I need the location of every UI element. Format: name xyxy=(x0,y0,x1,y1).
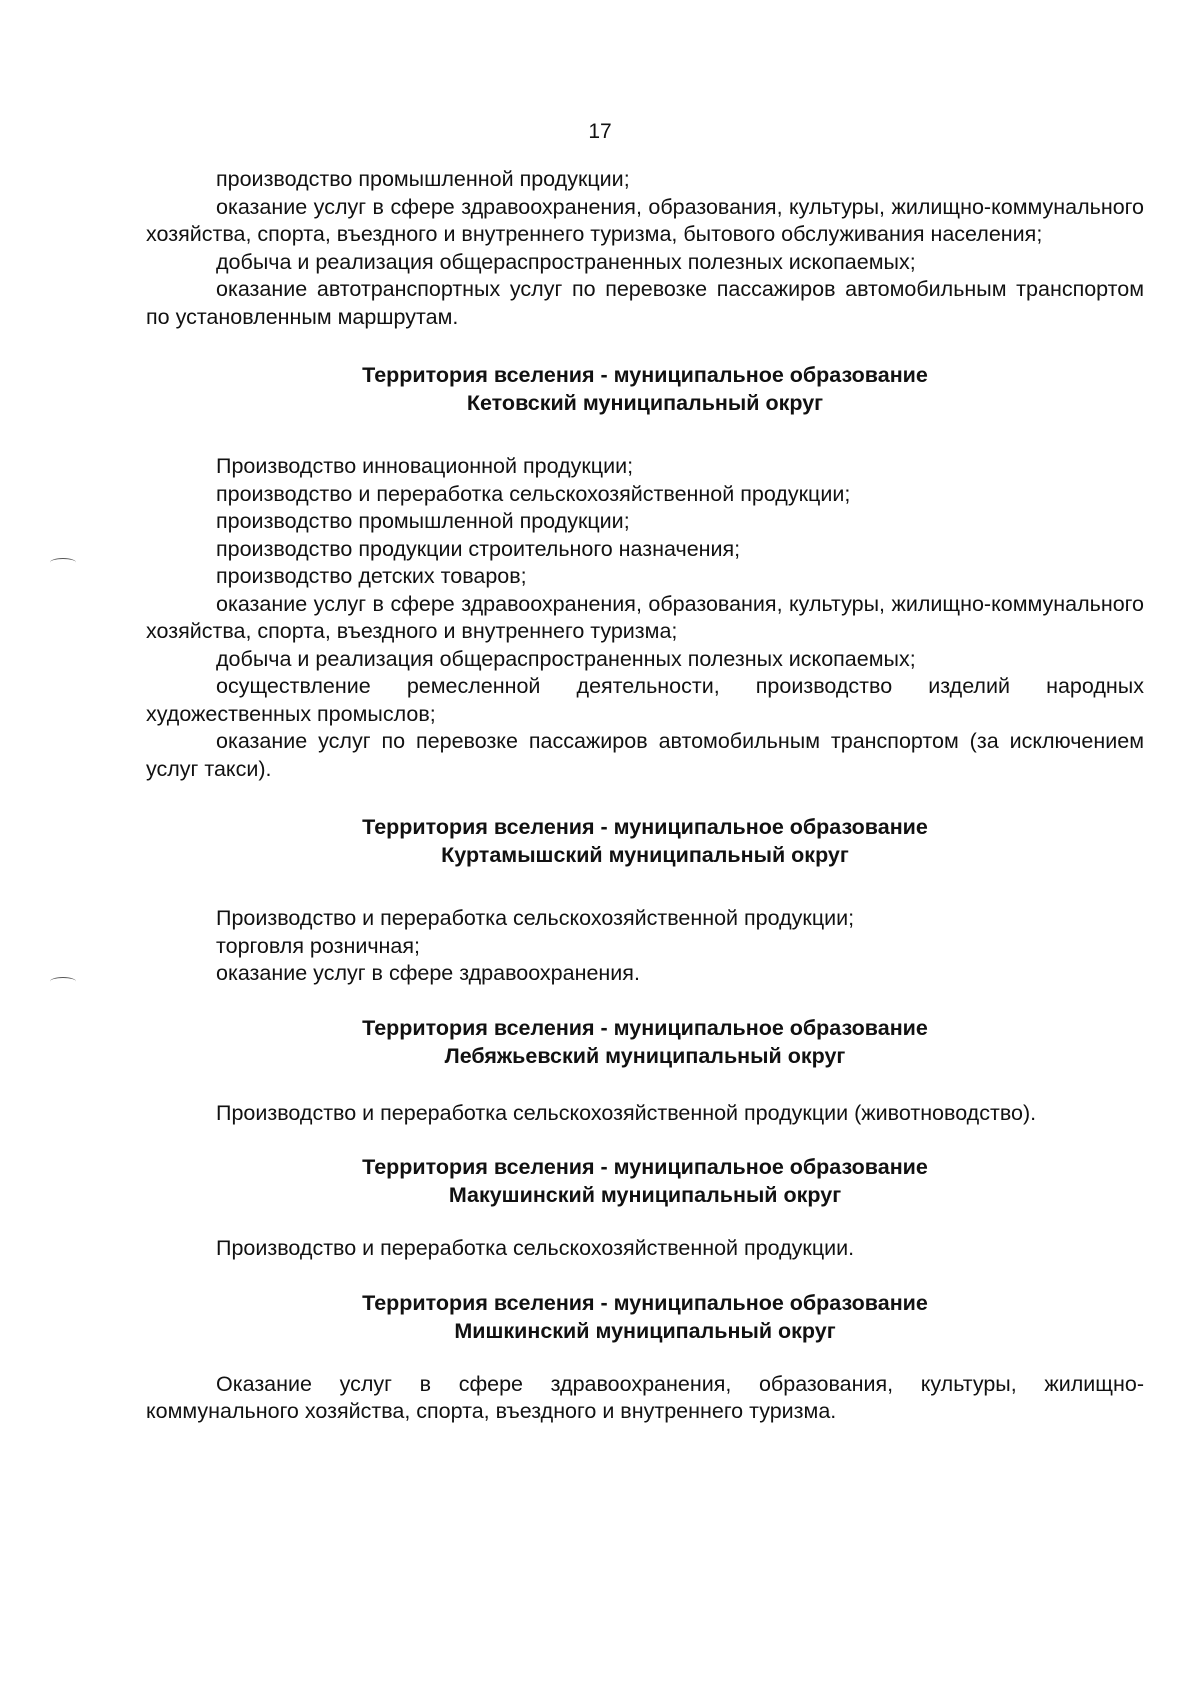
section-heading xyxy=(146,1014,1144,1070)
list-item: Производство и переработка сельскохозяйственной продукции; xyxy=(216,906,855,930)
section-ketovsky xyxy=(146,361,1144,783)
list-item: оказание услуг по перевозке пассажиров автомобильным транспортом (за исключением услуг такси). xyxy=(146,729,1144,781)
section-mishkinsky xyxy=(146,1289,1144,1426)
section-heading-line2: Лебяжьевский муниципальный округ xyxy=(444,1043,846,1068)
section-heading-line2: Мишкинский муниципальный округ xyxy=(454,1318,836,1343)
list-item: производство промышленной продукции; xyxy=(216,167,630,191)
list-item: добыча и реализация общераспространенных полезных ископаемых; xyxy=(216,646,916,671)
list-item: оказание автотранспортных услуг по перевозке пассажиров автомобильным транспортом по установленным маршрутам. xyxy=(146,277,1144,329)
list-item: оказание услуг в сфере здравоохранения, образования, культуры, жилищно-коммунального хозяйства, спорта, въездного и внутреннего туризма; xyxy=(146,591,1144,643)
list-item: производство и переработка сельскохозяйственной продукции; xyxy=(216,481,851,506)
list-item: производство детских товаров; xyxy=(216,564,527,588)
section-heading-line1: Территория вселения - муниципальное образование xyxy=(362,1015,928,1040)
list-item: производство промышленной продукции; xyxy=(216,509,630,533)
section-makushinsky xyxy=(146,1153,1144,1263)
section-heading-line1: Территория вселения - муниципальное образование xyxy=(362,363,928,387)
section-heading xyxy=(146,1289,1144,1345)
section-heading-line2: Куртамышский муниципальный округ xyxy=(441,843,849,867)
list-item: производство продукции строительного назначения; xyxy=(216,536,741,561)
list-item: торговля розничная; xyxy=(216,933,420,958)
scan-hole-mark xyxy=(50,977,76,986)
intro-list xyxy=(146,166,1144,331)
section-heading-line1: Территория вселения - муниципальное образование xyxy=(362,815,928,839)
list-item: Производство и переработка сельскохозяйственной продукции. xyxy=(216,1236,855,1260)
section-heading xyxy=(146,813,1144,869)
section-heading-line1: Территория вселения - муниципальное образование xyxy=(362,1155,928,1179)
scan-hole-mark xyxy=(50,558,76,567)
section-kurtamyshsky xyxy=(146,813,1144,988)
section-heading xyxy=(146,361,1144,417)
list-item: Оказание услуг в сфере здравоохранения, образования, культуры, жилищно-коммунального хозяйства, спорта, въездного и внутреннего туризма. xyxy=(146,1371,1144,1423)
list-item: оказание услуг в сфере здравоохранения, образования, культуры, жилищно-коммунального хозяйства, спорта, въездного и внутреннего туризма, бытового обслуживания населения; xyxy=(146,194,1144,246)
section-lebyazhevsky xyxy=(146,1014,1144,1128)
section-heading-line2: Макушинский муниципальный округ xyxy=(448,1183,842,1207)
section-heading-line2: Кетовский муниципальный округ xyxy=(466,391,824,415)
list-item: добыча и реализация общераспространенных полезных ископаемых; xyxy=(216,249,916,274)
section-heading xyxy=(146,1153,1144,1209)
list-item: оказание услуг в сфере здравоохранения. xyxy=(216,961,640,985)
document-body xyxy=(146,166,1144,1426)
list-item: Производство инновационной продукции; xyxy=(216,454,634,478)
list-item: Производство и переработка сельскохозяйственной продукции (животноводство). xyxy=(216,1100,1037,1125)
page-number: 17 xyxy=(588,120,612,143)
section-heading-line1: Территория вселения - муниципальное образование xyxy=(362,1290,928,1315)
list-item: осуществление ремесленной деятельности, производство изделий народных художественных промыслов; xyxy=(146,674,1144,726)
